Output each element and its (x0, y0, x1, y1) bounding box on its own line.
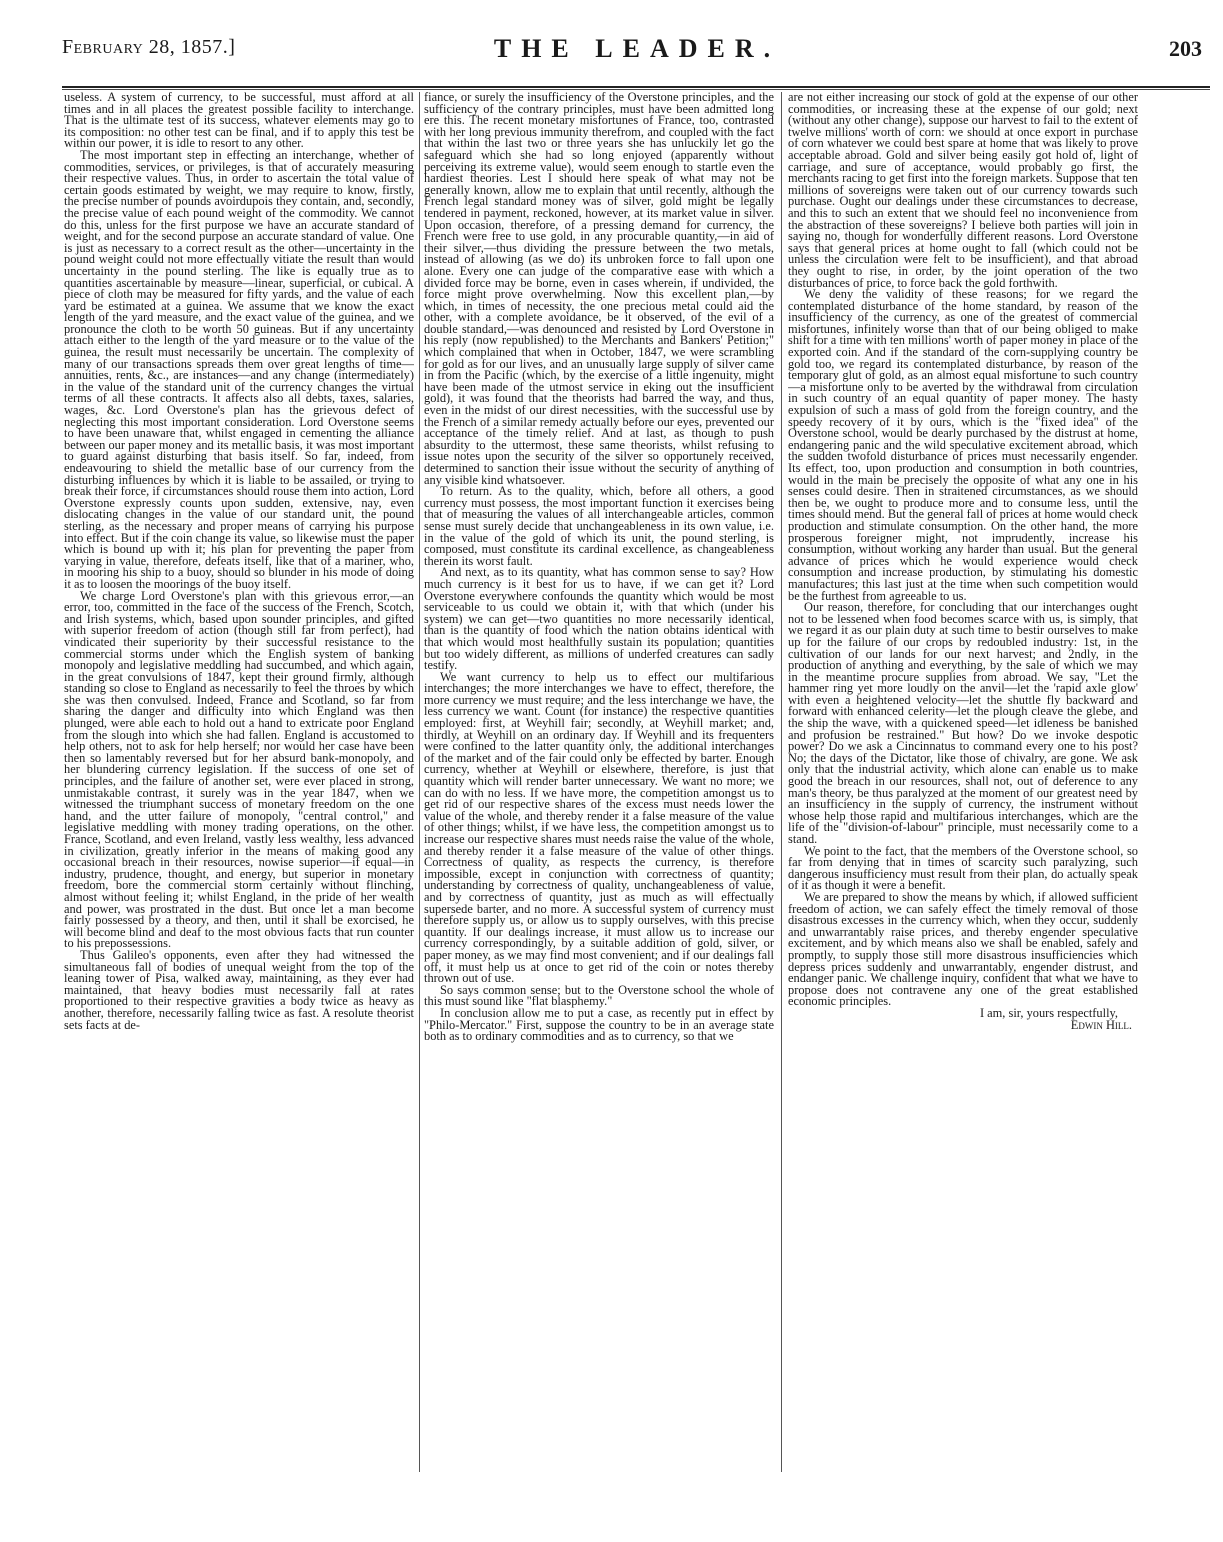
column-divider (781, 92, 782, 1472)
signature-name: Edwin Hill. (1070, 1017, 1132, 1032)
paragraph: And next, as to its quantity, what has common sense to say? How much currency is it best for us to have, if we can get it? Lord Overstone everywhere confounds the quantity which would be most serviceable to us could we obtain it, with that which (under his system) we can get—two quantities no more necessarily identical, than is the quantity of food which the nation obtains identical with that which would most healthfully sustain its population; quantities but too widely different, as millions of underfed creatures can sadly testify. (424, 565, 774, 673)
paragraph: We deny the validity of these reasons; for we regard the contemplated disturbance of the home standard, by reason of the insufficiency of the currency, as one of the greatest of commercial misfortunes, infinitely worse than that of our being obliged to make shift for a time with ten millions' worth of paper money in place of the exported coin. And if the standard of the corn-supplying country be gold too, we regard its contemplated disturbance, by reason of the temporary glut of gold, as an almost equal misfortune to such country—a misfortune only to be averted by the withdrawal from circulation in such country of an equal quantity of paper money. The hasty expulsion of such a mass of gold from the foreign country, and the speedy recovery of it by ours, which is the "fixed idea" of the Overstone school, would be dearly purchased by the distrust at home, endangering panic and the wild speculative excitement abroad, which the sudden twofold disturbance of prices must necessarily engender. Its effect, too, upon production and consumption in both countries, would in the main be precisely the opposite of what any one in his senses could desire. Then in straitened circumstances, as we should then be, we ought to produce more and to consume less, until the times should mend. But the general fall of prices at home would check production and stimulate consumption. On the other hand, the more prosperous foreigner might, not imprudently, increase his consumption, without working any harder than usual. But the general advance of prices which he would experience would check consumption and increase production, by stimulating his domestic manufactures; this last just at the time when such competition would be the furthest from agreeable to us. (788, 287, 1138, 603)
paragraph: To return. As to the quality, which, before all others, a good currency must possess, the most important function it exercises being that of measuring the values of all interchangeable articles, common sense must surely decide that unchangeableness in its own value, i.e. in the value of the gold of which its unit, the pound sterling, is composed, must constitute its cardinal excellence, as changeableness therein its worst fault. (424, 484, 774, 568)
page-number: 203 (1169, 36, 1202, 61)
header-rule-thin (62, 89, 1210, 90)
paragraph: We point to the fact, that the members of the Overstone school, so far from denying that in times of scarcity such paralyzing, such dangerous insufficiency must result from their plan, do actually speak of it as though it were a benefit. (788, 843, 1138, 893)
page-header (62, 18, 1212, 63)
masthead-title: THE LEADER. (493, 34, 781, 63)
paragraph: are not either increasing our stock of gold at the expense of our other commodities, or increasing these at the expense of our gold; next (without any other change), suppose our harvest to fail to the extent of twelve millions' worth of corn: we should at once export in purchase of corn whatever we could best spare at home that was likely to prove acceptable abroad. Gold and silver being easily got hold of, light of carriage, and sure of acceptance, would probably go first, the merchants racing to get first into the foreign markets. Suppose that ten millions of sovereigns were taken out of our currency towards such purchase. Ought our dealings under these circumstances to decrease, and this to such an extent that we should feel no inconvenience from the abstraction of these sovereigns? I believe both parties will join in saying no, though for wonderfully different reasons. Lord Overstone says that general prices at home ought to fall (which could not be unless the circulation were felt to be insufficient), and that abroad they ought to rise, in order, by the joint operation of the two disturbances of price, to force back the gold forthwith. (788, 92, 1138, 290)
column-1 (64, 92, 414, 1492)
column-divider (419, 92, 420, 1472)
signature-closing: I am, sir, yours respectfully, (979, 1005, 1118, 1020)
paragraph: Thus Galileo's opponents, even after they had witnessed the simultaneous fall of bodies of unequal weight from the top of the leaning tower of Pisa, walked away, maintaining, as they ever had maintained, that heavy bodies must necessarily fall at rates proportioned to their respective gravities a body twice as heavy as another, therefore, necessarily falling twice as fast. A resolute theorist sets facts at de- (64, 947, 414, 1032)
paragraph: In conclusion allow me to put a case, as recently put in effect by "Philo-Mercator." First, suppose the country to be in an average state both as to ordinary commodities and as to currency, so that we (424, 1005, 774, 1044)
paragraph: The most important step in effecting an interchange, whether of commodities, services, or privileges, is that of accurately measuring their respective values. Thus, in order to ascertain the total value of certain goods estimated by weight, we may require to know, firstly, the precise number of pounds avoirdupois they contain, and, secondly, the precise value of each pound weight of the commodity. We cannot do this, unless for the first purpose we have an accurate standard of weight, and for the second purpose an accurate standard of value. One is just as necessary to a correct result as the other—uncertainty in the pound weight could not more effectually vitiate the result than would uncertainty in the pound sterling. The like is equally true as to quantities ascertainable by measure—linear, superficial, or cubical. A piece of cloth may be measured for fifty yards, and the value of each yard be estimated at a guinea. We assume that we know the exact length of the yard measure, and the exact value of the guinea, and we pronounce the cloth to be worth 50 guineas. But if any uncertainty attach either to the length of the yard measure or to the value of the guinea, the result must necessarily be uncertain. The complexity of many of our transactions spreads them over great lengths of time—annuities, rents, &c., are instances—and any change (intermediately) in the value of the standard unit of the currency changes the virtual terms of all these contracts. It affects also all debts, taxes, salaries, wages, &c. Lord Overstone's plan has the grievous defect of neglecting this most important consideration. Lord Overstone seems to have been unaware that, whilst engaged in cementing the alliance between our paper money and its metallic basis, it was most important to guard against disturbing that basis itself. So far, indeed, from endeavouring to shield the metallic base of our currency from the disturbing influences by which it is liable to be assailed, or trying to break their force, if circumstances should rouse them into action, Lord Overstone expressly counts upon sudden, extensive, nay, even dislocating changes in the value of our standard unit, the pound sterling, as the necessary and proper means of carrying his purpose into effect. But if the coin change its value, so likewise must the paper which is bound up with it; his plan for preventing the paper from varying in value, therefore, defeats itself, like that of a mariner, who, in mooring his ship to a buoy, should so blunder in his mode of doing it as to loosen the moorings of the buoy itself. (64, 147, 414, 591)
paragraph: useless. A system of currency, to be successful, must afford at all times and in all places the greatest possible facility to interchange. That is the ultimate test of its success, whatever elements may go to its composition: no other test can be final, and if to apply this test be within our power, it is idle to resort to any other. (64, 92, 414, 151)
paragraph: So says common sense; but to the Overstone school the whole of this must sound like "flat blasphemy." (424, 982, 774, 1009)
paragraph: Our reason, therefore, for concluding that our interchanges ought not to be lessened when food becomes scarce with us, is simply, that we regard it as our plain duty at such time to bestir ourselves to make up for the failure of our crops by redoubled industry: 1st, in the cultivation of our lands for our next harvest; and 2ndly, in the production of anything and everything, by the sale of which we may in the meantime procure supplies from abroad. We say, "Let the hammer ring yet more loudly on the anvil—let the 'rapid axle glow' with even a heightened velocity—let the shuttle fly backward and forward with enhanced celerity—let the plough cleave the glebe, and the ship the wave, with a quickened speed—let idleness be banished and profusion be restrained." But how? Do we invoke despotic power? Do we ask a Cincinnatus to command every one to his post? No; the days of the Dictator, like those of chivalry, are gone. We ask only that the industrial activity, which alone can enable us to make good the breach in our resources, shall not, out of deference to any man's theory, be thus paralyzed at the moment of our greatest need by an insufficiency in the supply of currency, the instrument without whose help those rapid and multifarious interchanges, which are the life of the "division-of-labour" principle, must necessarily come to a stand. (788, 600, 1138, 846)
paragraph: We are prepared to show the means by which, if allowed sufficient freedom of action, we can safely effect the timely removal of those disastrous excesses in the currency which, when they occur, suddenly and unwarrantably raise prices, and thereby engender speculative excitement, and by which means also we shall be enabled, safely and promptly, to supply those still more disastrous insufficiencies which depress prices suddenly and unwarrantably, engender distrust, and endanger panic. We challenge inquiry, confident that what we have to propose does not contravene any one of the great established economic principles. (788, 889, 1138, 1009)
header-rule (62, 86, 1210, 88)
paragraph: We charge Lord Overstone's plan with this grievous error,—an error, too, committed in the face of the success of the French, Scotch, and Irish systems, which, based upon sounder principles, and gifted with superior freedom of action (though still far from perfect), had vindicated their superiority by their successful resistance to the commercial storms under which the English system of banking monopoly and legislative meddling had succumbed, and which again, in the great convulsions of 1847, kept their ground firmly, although standing so close to England as necessarily to feel the throes by which she was then convulsed. Indeed, France and Scotland, so far from sharing the danger and difficulty into which England was then plunged, were able each to hold out a hand to extricate poor England from the slough into which she had fallen. England is accustomed to help others, not to ask for help herself; nor would her case have been then so lamentably reversed but for her absurd bank-monopoly, and her blundering currency legislation. If the success of one set of principles, and the failure of another set, were ever placed in strong, unmistakable contrast, it surely was in the year 1847, when we witnessed the triumphant success of monetary freedom on the one hand, and the utter failure of monopoly, "central control," and legislative meddling with money trading operations, on the other. France, Scotland, and even Ireland, vastly less wealthy, less advanced in civilization, greatly inferior in the means of making good any occasional breach in their resources, nowise superior—if equal—in industry, prudence, thought, and energy, but superior in monetary freedom, bore the commercial storm certainly without flinching, almost without feeling it; whilst England, in the pride of her wealth and power, was prostrated in the dust. But once let a man become fairly possessed by a theory, and then, until it shall be exorcised, he will become blind and deaf to the most obvious facts that run counter to his prepossessions. (64, 588, 414, 951)
paragraph: fiance, or surely the insufficiency of the Overstone principles, and the sufficiency of the contrary principles, must have been admitted long ere this. The recent monetary misfortunes of France, too, contrasted with her long previous immunity therefrom, and coupled with the fact that within the last two or three years she has unluckily let go the safeguard which she had so long enjoyed (apparently without perceiving its extreme value), would seem enough to startle even the hardiest theories. Lest I should here speak of what may not be generally known, allow me to explain that until recently, although the French legal standard money was of silver, gold might be legally tendered in payment, reckoned, however, at its market value in silver. Upon occasion, therefore, of a pressing demand for currency, the French were free to use gold, in any procurable quantity,—in aid of their silver,—thus dividing the pressure between the two metals, instead of allowing (as we do) its unbroken force to fall upon one alone. Every one can judge of the comparative ease with which a divided force may be borne, even in cases wherein, if undivided, the force might prove overwhelming. Now this excellent plan,—by which, in times of necessity, the one precious metal could aid the other, with a complete avoidance, be it observed, of the evil of a double standard,—was denounced and resisted by Lord Overstone in his reply (now republished) to the Merchants and Bankers' Petition;" which complained that when in October, 1847, we were scrambling for gold as for our lives, and an unusually large supply of silver came in from the Pacific (which, by the exercise of a little ingenuity, might have been made of the utmost service in eking out the insufficient gold), it was found that the theorists had barred the way, and thus, even in the midst of our direst necessities, with the successful use by the French of a similar remedy actually before our eyes, prevented our acceptance of the timely relief. And at last, as though to push absurdity to the uttermost, these same theorists, whilst refusing to issue notes upon the security of the silver so opportunely received, determined to sanction their issue without the security of anything of any visible kind whatsoever. (424, 92, 774, 487)
column-2 (424, 92, 774, 1492)
paragraph: We want currency to help us to effect our multifarious interchanges; the more interchanges we have to effect, therefore, the more currency we must require; and the less interchange we have, the less currency we want. Count (for instance) the respective quantities employed: first, at Weyhill fair; secondly, at Weyhill market; and, thirdly, at Weyhill on an ordinary day. If Weyhill and its frequenters were confined to the latter quantity only, the additional interchanges of the market and of the fair could only be effected by barter. Enough currency, whether at Weyhill or elsewhere, therefore, is just that quantity which will render barter unnecessary. We want no more; we can do with no less. If we have more, the competition amongst us to get rid of our respective shares of the excess must needs lower the value of the whole, and thereby render it a false measure of the value of other things; whilst, if we have less, the competition amongst us to increase our respective shares must needs raise the value of the whole, and thereby render it a false measure of the value of other things. Correctness of quality, as respects the currency, is therefore impossible, except in conjunction with correctness of quantity; understanding by correctness of quality, unchangeableness of value, and by correctness of quantity, just as much as will effectually supersede barter, and no more. A successful system of currency must therefore supply us, or allow us to supply ourselves, with this precise quantity. If our dealings increase, it must allow us to increase our currency correspondingly, by a suitable addition of gold, silver, or paper money, as we may find most convenient; and if our dealings fall off, it must help us at once to get rid of the coin or notes thereby thrown out of use. (424, 669, 774, 986)
issue-date: February 28, 1857.] (62, 36, 236, 58)
column-3 (788, 92, 1138, 1492)
